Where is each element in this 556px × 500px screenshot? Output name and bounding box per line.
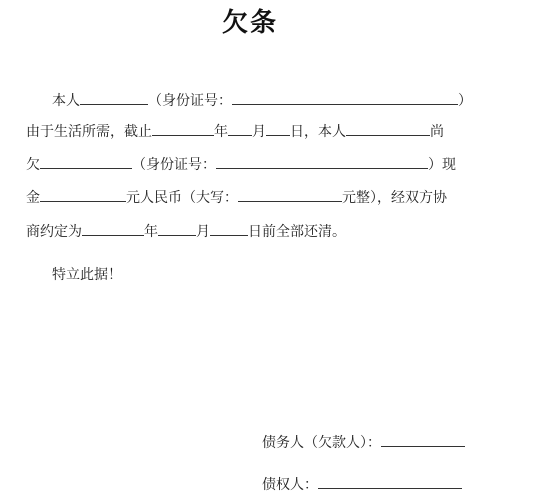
text-segment: 金 xyxy=(26,190,40,206)
text-segment: 年 xyxy=(214,124,228,140)
debtor-label: 债务人（欠款人）： xyxy=(262,435,381,451)
line-creditor-identity xyxy=(26,152,456,174)
blank-debtor-name-2[interactable] xyxy=(346,119,430,136)
document-title: 欠条 xyxy=(221,8,278,38)
line-date xyxy=(26,119,444,141)
blank-amount-words[interactable] xyxy=(238,185,342,202)
line-amount xyxy=(26,185,447,207)
blank-amount-figures[interactable] xyxy=(40,185,126,202)
text-segment: 商约定为 xyxy=(26,224,82,240)
blank-debtor-name[interactable] xyxy=(80,88,148,105)
text-segment: 月 xyxy=(252,124,266,140)
blank-creditor-id-number[interactable] xyxy=(216,152,428,169)
blank-year[interactable] xyxy=(152,119,214,136)
text-segment: （身份证号： xyxy=(132,157,216,173)
closing-statement: 特立此据！ xyxy=(52,267,122,283)
creditor-label: 债权人： xyxy=(262,477,318,493)
blank-repay-year[interactable] xyxy=(82,219,144,236)
blank-creditor-name[interactable] xyxy=(40,152,132,169)
text-segment: ）现 xyxy=(428,157,456,173)
text-segment: 日，本人 xyxy=(290,124,346,140)
blank-day[interactable] xyxy=(266,119,290,136)
line-repayment-date xyxy=(26,219,346,241)
text-segment: 欠 xyxy=(26,157,40,173)
blank-month[interactable] xyxy=(228,119,252,136)
text-segment: 元人民币（大写： xyxy=(126,190,238,206)
text-segment: 元整），经双方协 xyxy=(342,190,447,206)
text-segment: 本人 xyxy=(52,93,80,109)
text-segment: （身份证号： xyxy=(148,93,232,109)
blank-debtor-id-number[interactable] xyxy=(232,88,458,105)
debtor-signature-row xyxy=(262,430,465,454)
blank-repay-day[interactable] xyxy=(210,219,248,236)
blank-debtor-signature[interactable] xyxy=(381,430,465,447)
blank-creditor-signature[interactable] xyxy=(318,472,462,489)
creditor-signature-row xyxy=(262,472,462,496)
line-debtor-identity xyxy=(52,88,472,110)
text-segment: 日前全部还清。 xyxy=(248,224,346,240)
text-segment: ） xyxy=(458,93,472,109)
blank-repay-month[interactable] xyxy=(158,219,196,236)
text-segment: 月 xyxy=(196,224,210,240)
text-segment: 由于生活所需，截止 xyxy=(26,124,152,140)
text-segment: 尚 xyxy=(430,124,444,140)
text-segment: 年 xyxy=(144,224,158,240)
